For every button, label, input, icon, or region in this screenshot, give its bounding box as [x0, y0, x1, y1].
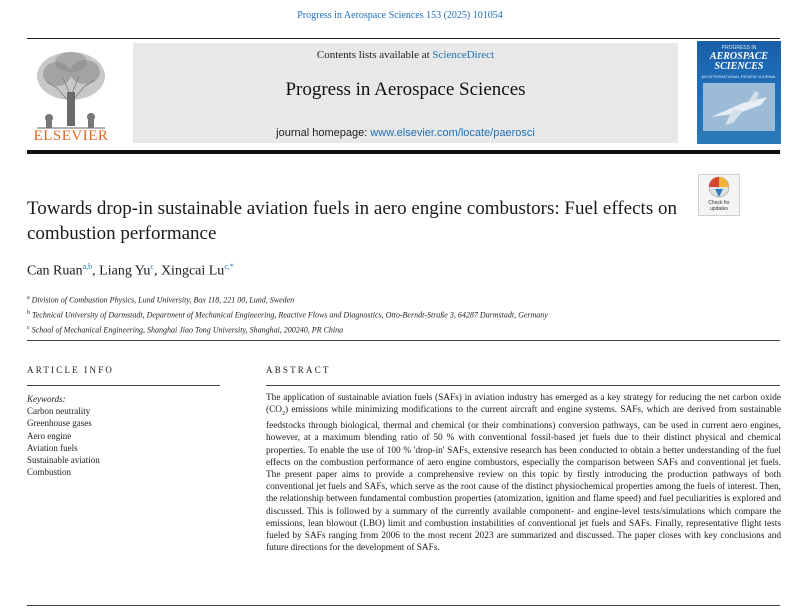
keyword-item: Greenhouse gases	[27, 418, 92, 429]
journal-banner	[133, 43, 678, 143]
keyword-item: Combustion	[27, 467, 72, 478]
journal-cover-image[interactable]	[697, 41, 781, 144]
cover-aircraft-icon	[703, 83, 775, 131]
journal-name[interactable]: Progress in Aerospace Sciences	[285, 79, 526, 100]
keyword-item: Aviation fuels	[27, 442, 78, 453]
cover-subtitle: AN INTERNATIONAL REVIEW JOURNAL	[701, 74, 777, 79]
homepage-prefix: journal homepage:	[276, 127, 371, 139]
cover-title	[697, 52, 781, 72]
contents-prefix: Contents lists available at	[316, 49, 433, 61]
author-affiliation-sup[interactable]: c	[150, 262, 154, 271]
check-for-updates-button[interactable]	[698, 174, 740, 216]
sciencedirect-link[interactable]: ScienceDirect	[432, 49, 495, 61]
author-affiliation-sup[interactable]: c,*	[224, 262, 234, 271]
crossmark-line-2: updates	[710, 206, 728, 212]
abstract-text-part-1: The application of sustainable aviation fuels (SAFs) in aviation industry has emerged as a key strategy for reducing the net carbon oxide (CO	[266, 393, 781, 416]
article-info-rule	[27, 385, 220, 386]
affiliation-item	[27, 307, 787, 322]
affiliation-item	[27, 322, 787, 337]
keywords-title: Keywords:	[27, 394, 66, 404]
author-name[interactable]: Liang Yu	[99, 263, 151, 279]
journal-citation[interactable]: Progress in Aerospace Sciences 153 (2025) 101054	[297, 10, 503, 21]
author-name[interactable]: Xingcai Lu	[160, 263, 225, 279]
header-thick-rule	[27, 150, 780, 154]
author-name[interactable]: Can Ruan	[27, 263, 83, 279]
crossmark-line-1: Check for	[708, 200, 730, 206]
keyword-item: Aero engine	[27, 430, 72, 441]
affiliation-item	[27, 292, 787, 307]
contents-line	[133, 49, 678, 61]
abstract-subscript: 2	[282, 411, 286, 418]
cover-title-line-2: SCIENCES	[714, 61, 764, 72]
affiliation-sup: c	[27, 325, 30, 332]
header-top-rule	[27, 38, 780, 39]
keyword-item: Carbon neutrality	[27, 406, 91, 417]
affiliation-text: Division of Combustion Physics, Lund University, Box 118, 221 00, Lund, Sweden	[31, 295, 295, 305]
affiliations	[27, 292, 787, 337]
homepage-line	[133, 127, 678, 139]
footer-rule	[27, 605, 780, 606]
author-separator: ,	[153, 263, 161, 279]
author-list	[27, 262, 234, 280]
crossmark-icon	[699, 175, 739, 201]
author-affiliation-sup[interactable]: a,b	[82, 262, 93, 271]
affiliation-text: School of Mechanical Engineering, Shanghai Jiao Tong University, Shanghai, 200240, PR China	[31, 325, 344, 335]
cover-pre-title: PROGRESS IN	[721, 45, 757, 51]
abstract-text-part-2: ) emissions while minimizing modifications to the current aircraft and engine systems. SAFs, which are derived from sustainable feedstocks through biological, thermal and chemical (or their combinations) conversion pathways, can be used in current aero engines, however, at a maximum blending ratio of 50 % with conventional fossil-based jet fuels due to their distinct physical and chemical properties. To enable the use of 100 % 'drop-in' SAFs, extensive research has been conducted to obtain a better understanding of the fuel effects on the combustion performance of aero engine combustors, especially the comparison between SAFs and conventional jet fuels. The present paper aims to provide a comprehensive review on this topic by firstly introducing the production pathways of both conventional jet fuels and SAFs, which serve as the root cause of the distinct physiochemical properties among the fuels of interest. Then, the relationship between fundamental combustion properties (atomization, ignition and flame speed) and fuel peculiarities is explored and discussed. This is followed by a summary of the currently available component- and engine-level tests/simulations which compare the emissions, lean blowout (LBO) limit and combustion instabilities of conventional jet fuels and SAFs. Finally, representative flight tests fueled by SAFs ranging from 2006 to the most recent 2023 are summarized and discussed. The paper closes with key conclusions and future directions for the development of SAFs.	[266, 405, 781, 554]
check-for-updates-label	[699, 200, 739, 212]
keyword-item: Sustainable aviation	[27, 455, 100, 466]
journal-homepage-link[interactable]: www.elsevier.com/locate/paerosci	[370, 127, 535, 139]
elsevier-wordmark[interactable]: ELSEVIER	[33, 128, 109, 144]
abstract-rule	[266, 385, 780, 386]
affiliation-text: Technical University of Darmstadt, Department of Mechanical Engineering, Reactive Flows and Diagnostics, Otto-Berndt-Straße 3, 64287 Darmstadt, Germany	[32, 310, 548, 320]
affiliation-sup: b	[27, 310, 30, 317]
affiliation-sup: a	[27, 295, 30, 301]
keywords-block	[27, 393, 100, 478]
cover-title-line-1: AEROSPACE	[709, 51, 769, 62]
abstract-text	[266, 392, 781, 555]
abstract-heading: ABSTRACT	[266, 365, 331, 375]
author-separator: ,	[92, 263, 100, 279]
section-divider	[27, 340, 780, 341]
article-info-heading: ARTICLE INFO	[27, 365, 115, 375]
paper-title: Towards drop-in sustainable aviation fuels in aero engine combustors: Fuel effects on combustion performance	[27, 198, 677, 244]
